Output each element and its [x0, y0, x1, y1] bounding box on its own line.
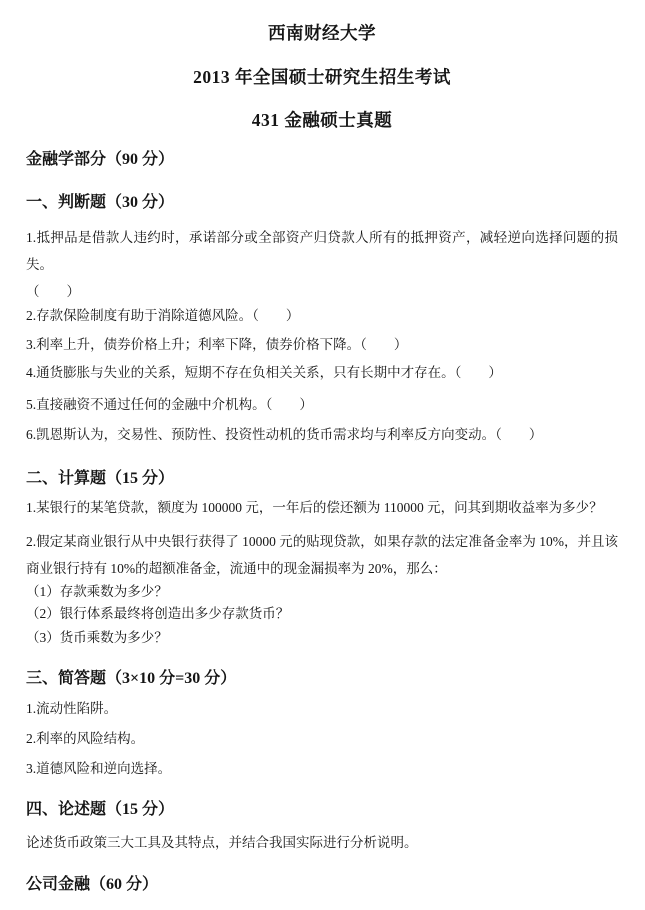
section-heading-judgement: 一、判断题（30 分） — [26, 194, 175, 211]
judgement-q1 — [26, 224, 618, 305]
section-heading-essay: 四、论述题（15 分） — [26, 801, 175, 818]
judgement-q3: 3.利率上升，债券价格上升；利率下降，债券价格下降。（ ） — [26, 337, 408, 352]
judgement-q4: 4.通货膨胀与失业的关系，短期不存在负相关关系，只有长期中才存在。（ ） — [26, 365, 502, 380]
part-title-finance: 金融学部分（90 分） — [26, 151, 175, 168]
judgement-q1-text: 1.抵押品是借款人违约时，承诺部分或全部资产归贷款人所有的抵押资产，减轻逆向选择问题的损失。 — [26, 230, 618, 272]
doc-title-exam-year: 2013 年全国硕士研究生招生考试 — [193, 67, 451, 87]
section-heading-short-answer: 三、简答题（3×10 分=30 分） — [26, 670, 237, 687]
judgement-q2: 2.存款保险制度有助于消除道德风险。（ ） — [26, 308, 300, 323]
doc-title-subject: 431 金融硕士真题 — [251, 110, 393, 130]
short-answer-q1: 1.流动性陷阱。 — [26, 701, 118, 716]
judgement-q1-answer-bracket: （ ） — [26, 284, 80, 299]
calculation-q2: 2.假定某商业银行从中央银行获得了 10000 元的贴现贷款，如果存款的法定准备金率为 10%，并且该商业银行持有 10%的超额准备金，流通中的现金漏损率为 20%，那么： — [26, 534, 618, 576]
essay-q1: 论述货币政策三大工具及其特点，并结合我国实际进行分析说明。 — [26, 835, 418, 850]
calculation-q2-sub2: （2）银行体系最终将创造出多少存款货币？ — [26, 606, 290, 621]
part-title-corporate-finance: 公司金融（60 分） — [26, 876, 159, 893]
short-answer-q3: 3.道德风险和逆向选择。 — [26, 761, 172, 776]
calculation-q2-sub3: （3）货币乘数为多少？ — [26, 630, 168, 645]
judgement-q5: 5.直接融资不通过任何的金融中介机构。（ ） — [26, 397, 313, 412]
calculation-q2-sub1: （1）存款乘数为多少？ — [26, 584, 168, 599]
short-answer-q2: 2.利率的风险结构。 — [26, 731, 145, 746]
judgement-q6: 6.凯恩斯认为，交易性、预防性、投资性动机的货币需求均与利率反方向变动。（ ） — [26, 427, 543, 442]
section-heading-calculation: 二、计算题（15 分） — [26, 470, 175, 487]
doc-title-university: 西南财经大学 — [268, 23, 376, 43]
calculation-q1: 1.某银行的某笔贷款，额度为 100000 元，一年后的偿还额为 110000 元，问其到期收益率为多少？ — [26, 500, 603, 515]
